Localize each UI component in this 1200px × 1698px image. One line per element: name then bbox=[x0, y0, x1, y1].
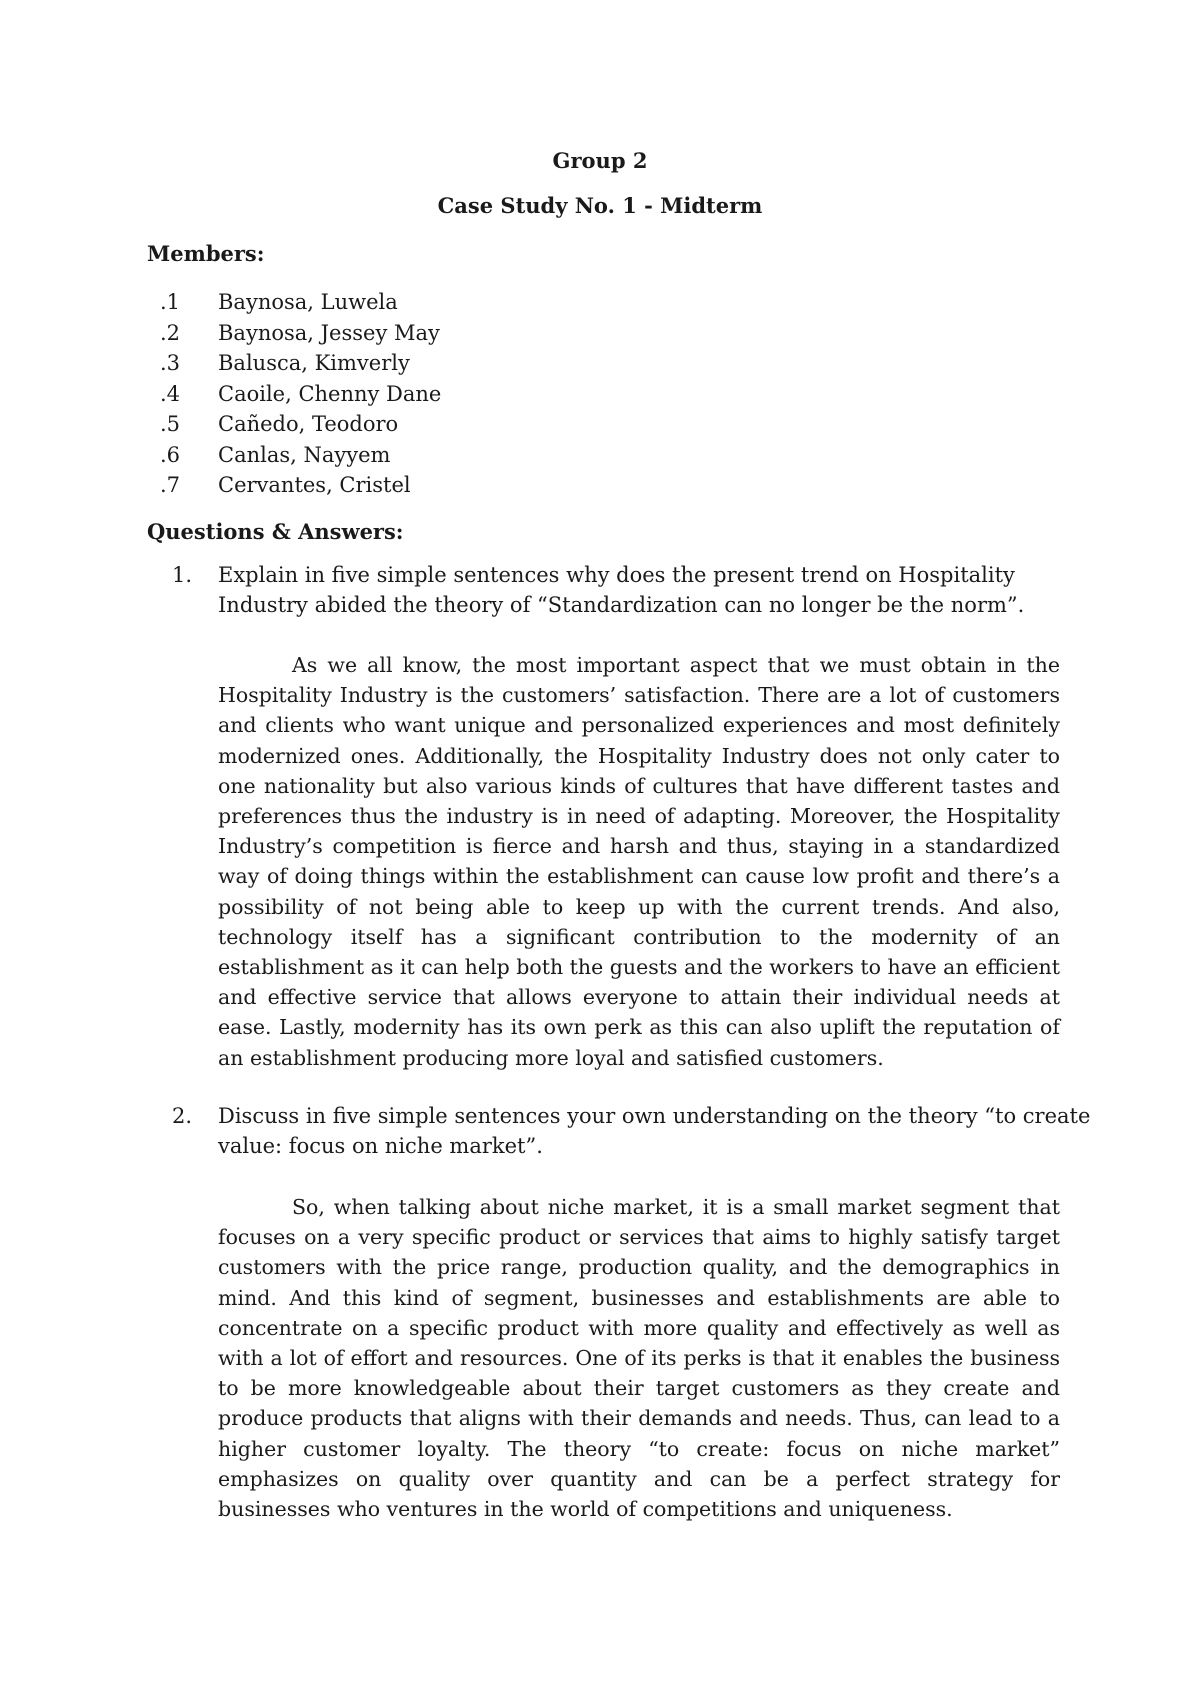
answer-paragraph: As we all know, the most important aspect that we must obtain in the Hospitality Industry is the customers’ satisfaction. There are a lot of customers and clients who want unique and personalized experiences and most definitely modernized ones. Additionally, the Hospitality Industry does not only cater to one nationality but also various kinds of cultures that have different tastes and preferences thus the industry is in need of adapting. Moreover, the Hospitality Industry’s competition is fierce and harsh and thus, staying in a standardized way of doing things within the establishment can cause low profit and there’s a possibility of not being able to keep up with the current trends. And also, technology itself has a significant contribution to the modernity of an establishment as it can help both the guests and the workers to have an efficient and effective service that allows everyone to attain their individual needs at ease. Lastly, modernity has its own perk as this can also uplift the reputation of an establishment producing more loyal and satisfied customers. bbox=[218, 653, 1060, 1070]
member-name: Cañedo, Teodoro bbox=[218, 412, 399, 436]
question-item bbox=[147, 560, 1067, 622]
question-number: 1. bbox=[171, 563, 192, 587]
question-item bbox=[147, 1101, 1091, 1163]
members-label: Members: bbox=[147, 241, 265, 266]
case-study-title: Case Study No. 1 - Midterm bbox=[437, 193, 763, 218]
member-name: Canlas, Nayyem bbox=[218, 442, 391, 467]
qa-label: Questions & Answers: bbox=[147, 519, 404, 544]
group-title: Group 2 bbox=[552, 148, 648, 173]
member-name: Caoile, Chenny Dane bbox=[218, 381, 442, 406]
question-text: Explain in five simple sentences why does the present trend on Hospitality Industry abided the theory of “Standardization can no longer be the norm”. bbox=[218, 563, 1025, 617]
member-name: Cervantes, Cristel bbox=[218, 473, 411, 497]
question-number: 2. bbox=[171, 1104, 192, 1128]
answer-paragraph: So, when talking about niche market, it is a small market segment that focuses on a very specific product or services that aims to highly satisfy target customers with the price range, production quality, and the demographics in mind. And this kind of segment, businesses and establishments are able to concentrate on a specific product with more quality and effectively as well as with a lot of effort and resources. One of its perks is that it enables the business to be more knowledgeable about their target customers as they create and produce products that aligns with their demands and needs. Thus, can lead to a higher customer loyalty. The theory “to create: focus on niche market” emphasizes on quality over quantity and can be a perfect strategy for businesses who ventures in the world of competitions and uniqueness. bbox=[218, 1195, 1060, 1522]
member-name: Balusca, Kimverly bbox=[218, 351, 410, 375]
document-page: Group 2 Case Study No. 1 - Midterm Members: 1. Baynosa, Luwela 2. Baynosa, Jessey May 3. Balusca, Kimverly 4. Caoile, Chenny Dane 5. Cañedo, Teodoro 6. Canlas, Nayyem 7. Cervantes, Cristel Questions & Answers: 1. Explain in five simple sentences why does the present trend on Hospitality Industry abided the theory of “Standardization can no longer be the norm”. As we all know, the most important aspect that we must obtain in the Hospitality Industry is the customers’ satisfaction. There are a lot of customers and clients who want unique and personalized experiences and most definitely modernized ones. Additionally, the Hospitality Industry does not only cater to one nationality but also various kinds of cultures that have different tastes and preferences thus the industry is in need of adapting. Moreover, the Hospitality Industry’s competition is fierce and harsh and thus, staying in a standardized way of doing things within the establishment can cause low profit and there’s a possibility of not being able to keep up with the current trends. And also, technology itself has a significant contribution to the modernity of an establishment as it can help both the guests and the workers to have an efficient and effective service that allows everyone to attain their individual needs at ease. Lastly, modernity has its own perk as this can also uplift the reputation of an establishment producing more loyal and satisfied customers. 2. Discuss in five simple sentences your own understanding on the theory “to create value: focus on niche market”. So, when talking about niche market, it is a small market segment that focuses on a very specific product or services that aims to highly satisfy target customers with the price range, production quality, and the demographics in mind. And this kind of segment, businesses and establishments are able to concentrate on a specific product with more quality and effectively as well as with a lot of effort and resources. One of its perks is that it enables the business to be more knowledgeable about their target customers as they create and produce products that aligns with their demands and needs. Thus, can lead to a higher customer loyalty. The theory “to create: focus on niche market” emphasizes on quality over quantity and can be a perfect strategy for businesses who ventures in the world of competitions and uniqueness. bbox=[0, 0, 1200, 1698]
member-name: Baynosa, Jessey May bbox=[218, 320, 440, 345]
member-name: Baynosa, Luwela bbox=[218, 290, 398, 314]
question-text: Discuss in five simple sentences your own understanding on the theory “to create value: focus on niche market”. bbox=[218, 1104, 1091, 1158]
